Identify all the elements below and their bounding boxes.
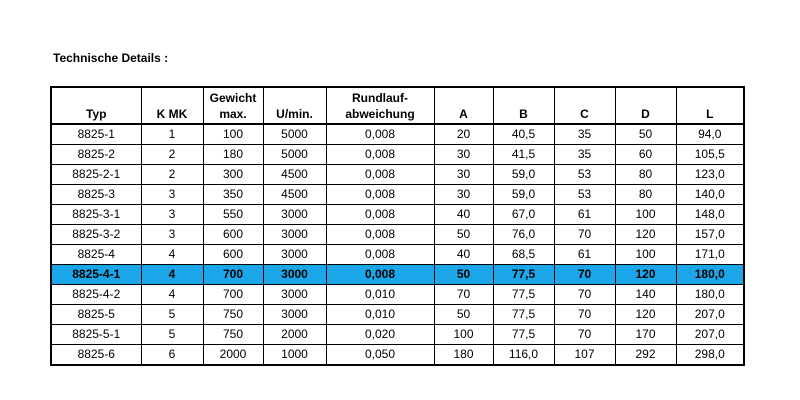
table-cell: 4 (141, 265, 203, 285)
column-header-line2: L (706, 107, 714, 121)
header-row (51, 87, 744, 124)
column-header (676, 87, 744, 124)
column-header (141, 87, 203, 124)
table-cell: 61 (554, 205, 615, 225)
table-cell: 30 (434, 145, 493, 165)
column-header-line1 (52, 90, 141, 106)
table-cell: 8825-2-1 (51, 165, 141, 185)
table-cell: 77,5 (493, 285, 554, 305)
table-cell: 180,0 (676, 285, 744, 305)
table-cell: 2000 (203, 345, 263, 366)
table-cell: 3 (141, 225, 203, 245)
table-cell: 8825-4-1 (51, 265, 141, 285)
table-cell: 8825-3-2 (51, 225, 141, 245)
table-row (51, 124, 744, 145)
table-cell: 4500 (263, 185, 326, 205)
column-header (263, 87, 326, 124)
column-header-line2: B (519, 107, 528, 121)
table-cell: 298,0 (676, 345, 744, 366)
table-cell: 3000 (263, 305, 326, 325)
table-cell: 70 (554, 225, 615, 245)
table-cell: 0,008 (326, 245, 434, 265)
table-cell: 6 (141, 345, 203, 366)
table-cell: 100 (615, 245, 676, 265)
table-cell: 105,5 (676, 145, 744, 165)
table-cell: 70 (554, 305, 615, 325)
table-cell: 3000 (263, 265, 326, 285)
column-header-line1: Rundlauf- (352, 91, 408, 105)
table-cell: 60 (615, 145, 676, 165)
table-cell: 750 (203, 325, 263, 345)
table-cell: 70 (434, 285, 493, 305)
table-row (51, 185, 744, 205)
table-row (51, 225, 744, 245)
column-header-line1 (555, 90, 615, 106)
table-cell: 30 (434, 165, 493, 185)
column-header-line2: Typ (86, 107, 107, 121)
table-cell: 30 (434, 185, 493, 205)
table-cell: 171,0 (676, 245, 744, 265)
table-cell: 50 (615, 124, 676, 145)
section-title: Technische Details : (53, 51, 169, 65)
table-cell: 8825-4 (51, 245, 141, 265)
table-body (51, 124, 744, 365)
table-cell: 2000 (263, 325, 326, 345)
table-cell: 94,0 (676, 124, 744, 145)
table-cell: 148,0 (676, 205, 744, 225)
table-cell: 40 (434, 205, 493, 225)
table-cell: 0,008 (326, 124, 434, 145)
table-cell: 0,010 (326, 285, 434, 305)
table-cell: 35 (554, 124, 615, 145)
column-header (203, 87, 263, 124)
table-cell: 100 (434, 325, 493, 345)
column-header-line1: Gewicht (209, 91, 257, 105)
table-cell: 20 (434, 124, 493, 145)
table-cell: 123,0 (676, 165, 744, 185)
table-cell: 3 (141, 205, 203, 225)
table-cell: 157,0 (676, 225, 744, 245)
table-row (51, 145, 744, 165)
column-header-line1 (677, 90, 744, 106)
column-header (434, 87, 493, 124)
column-header-line1 (435, 90, 493, 106)
table-cell: 80 (615, 165, 676, 185)
table-cell: 207,0 (676, 325, 744, 345)
table-cell: 5 (141, 325, 203, 345)
table-cell: 50 (434, 225, 493, 245)
table-cell: 120 (615, 305, 676, 325)
column-header-line1 (142, 90, 203, 106)
column-header-line2: max. (219, 107, 247, 121)
table-cell: 59,0 (493, 185, 554, 205)
table-cell: 8825-6 (51, 345, 141, 366)
table-cell: 180 (434, 345, 493, 366)
table-cell: 4500 (263, 165, 326, 185)
table-cell: 180,0 (676, 265, 744, 285)
table-cell: 50 (434, 305, 493, 325)
table-cell: 0,050 (326, 345, 434, 366)
table-cell: 600 (203, 225, 263, 245)
table-cell: 8825-2 (51, 145, 141, 165)
table-cell: 61 (554, 245, 615, 265)
table-row (51, 165, 744, 185)
table-cell: 170 (615, 325, 676, 345)
column-header-line1 (494, 90, 554, 106)
table-cell: 8825-4-2 (51, 285, 141, 305)
table-cell: 5000 (263, 124, 326, 145)
table-cell: 67,0 (493, 205, 554, 225)
table-cell: 180 (203, 145, 263, 165)
column-header (493, 87, 554, 124)
table-row-highlighted (51, 265, 744, 285)
table-cell: 77,5 (493, 305, 554, 325)
table-cell: 5000 (263, 145, 326, 165)
table-cell: 68,5 (493, 245, 554, 265)
table-cell: 3000 (263, 285, 326, 305)
table-cell: 120 (615, 265, 676, 285)
table-header (51, 87, 744, 124)
table-cell: 0,008 (326, 225, 434, 245)
table-cell: 600 (203, 245, 263, 265)
table-cell: 4 (141, 285, 203, 305)
table-cell: 59,0 (493, 165, 554, 185)
table-cell: 70 (554, 325, 615, 345)
table-cell: 140 (615, 285, 676, 305)
table-cell: 77,5 (493, 265, 554, 285)
table-row (51, 205, 744, 225)
table-cell: 100 (615, 205, 676, 225)
table-cell: 3000 (263, 205, 326, 225)
table-cell: 8825-5-1 (51, 325, 141, 345)
table-cell: 207,0 (676, 305, 744, 325)
table-row (51, 345, 744, 366)
table-cell: 3000 (263, 225, 326, 245)
table-cell: 0,010 (326, 305, 434, 325)
table-cell: 53 (554, 185, 615, 205)
table-cell: 40 (434, 245, 493, 265)
table-cell: 76,0 (493, 225, 554, 245)
table-cell: 40,5 (493, 124, 554, 145)
table-cell: 53 (554, 165, 615, 185)
table-cell: 70 (554, 265, 615, 285)
table-cell: 550 (203, 205, 263, 225)
column-header-line2: A (459, 107, 468, 121)
column-header-line1 (616, 90, 676, 106)
column-header-line1 (264, 90, 326, 106)
table-row (51, 325, 744, 345)
table-cell: 0,008 (326, 145, 434, 165)
table-cell: 8825-5 (51, 305, 141, 325)
table-cell: 292 (615, 345, 676, 366)
column-header (51, 87, 141, 124)
table-cell: 35 (554, 145, 615, 165)
table-cell: 77,5 (493, 325, 554, 345)
table-row (51, 245, 744, 265)
table-cell: 3 (141, 185, 203, 205)
table-cell: 0,008 (326, 165, 434, 185)
table-cell: 116,0 (493, 345, 554, 366)
table-cell: 0,008 (326, 185, 434, 205)
table-cell: 41,5 (493, 145, 554, 165)
table-cell: 2 (141, 165, 203, 185)
table-cell: 1 (141, 124, 203, 145)
table-cell: 3000 (263, 245, 326, 265)
table-row (51, 285, 744, 305)
technical-details-table (50, 86, 745, 366)
table-cell: 0,020 (326, 325, 434, 345)
table-cell: 2 (141, 145, 203, 165)
table-cell: 1000 (263, 345, 326, 366)
column-header-line2: C (580, 107, 589, 121)
table-cell: 8825-1 (51, 124, 141, 145)
column-header-line2: D (641, 107, 650, 121)
table-cell: 4 (141, 245, 203, 265)
column-header-line2: K MK (156, 107, 188, 121)
column-header (615, 87, 676, 124)
column-header-line2: U/min. (276, 107, 313, 121)
table-cell: 750 (203, 305, 263, 325)
table-cell: 5 (141, 305, 203, 325)
table-cell: 300 (203, 165, 263, 185)
column-header (326, 87, 434, 124)
table-cell: 8825-3 (51, 185, 141, 205)
table-row (51, 305, 744, 325)
table-cell: 100 (203, 124, 263, 145)
table-cell: 0,008 (326, 265, 434, 285)
table-cell: 350 (203, 185, 263, 205)
table-cell: 140,0 (676, 185, 744, 205)
column-header-line2: abweichung (345, 107, 415, 121)
table-cell: 0,008 (326, 205, 434, 225)
table-cell: 700 (203, 285, 263, 305)
table-cell: 70 (554, 285, 615, 305)
table-cell: 107 (554, 345, 615, 366)
table-cell: 80 (615, 185, 676, 205)
table-cell: 8825-3-1 (51, 205, 141, 225)
table-cell: 50 (434, 265, 493, 285)
table-cell: 700 (203, 265, 263, 285)
column-header (554, 87, 615, 124)
table-cell: 120 (615, 225, 676, 245)
